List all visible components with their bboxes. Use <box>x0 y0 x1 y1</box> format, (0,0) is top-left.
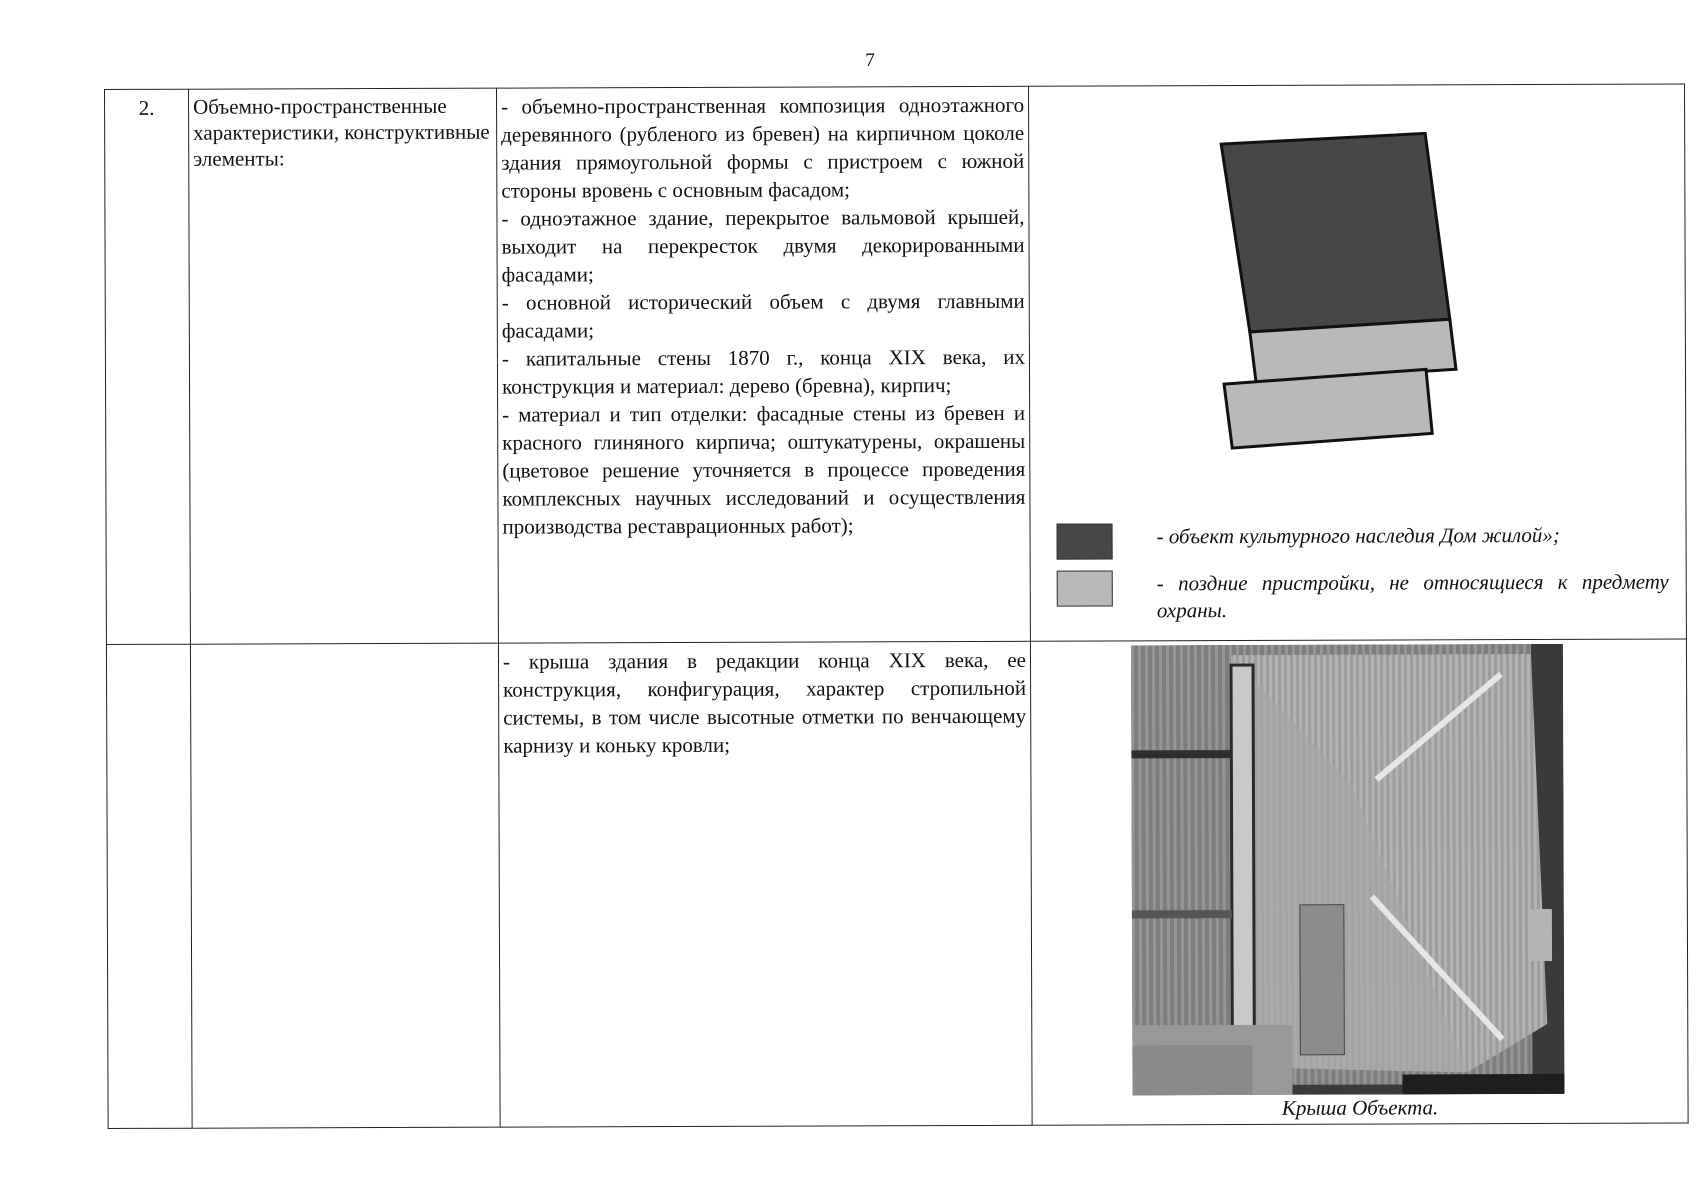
characteristic-description <box>496 86 1030 643</box>
legend-label: - объект культурного наследия Дом жилой»; <box>1156 522 1560 549</box>
roof-photo-frame <box>1131 644 1565 1096</box>
legend-item-heritage <box>1057 522 1669 560</box>
table-row <box>106 639 1688 1129</box>
description-paragraph: - одноэтажное здание, перекрытое вальмовой крышей, выходит на перекресток двумя декорированными фасадами; <box>501 204 1025 287</box>
description-paragraph: - крыша здания в редакции конца XIX века, ее конструкция, конфигурация, характер стропильной системы, в том числе высотные отметки по венчающему карнизу и коньку кровли; <box>502 647 1027 758</box>
roof-aerial-photo <box>1131 644 1565 1096</box>
description-paragraph: - объемно-пространственная композиция одноэтажного деревянного (рубленого из бревен) на кирпичном цоколе здания прямоугольной формы с пристроем с южной стороны вровень с основным фасадом; <box>501 92 1025 203</box>
characteristic-name <box>190 643 500 1128</box>
building-plan-scheme <box>1029 84 1686 506</box>
description-paragraph: - материал и тип отделки: фасадные стены из бревен и красного глиняного кирпича; оштукатурены, окрашены (цветовое решение уточняется в процессе проведения комплексных научных исследований и осуществления производства реставрационных работ); <box>502 400 1026 539</box>
late-extension-block <box>1224 369 1432 448</box>
legend-item-extensions <box>1057 569 1669 625</box>
table-row <box>105 84 1687 645</box>
legend-label: - поздние пристройки, не относящиеся к предмету охраны. <box>1156 569 1669 623</box>
characteristic-name: Объемно-пространственные характеристики, конструктивные элементы: <box>189 88 499 644</box>
page-number: 7 <box>865 50 875 71</box>
photo-cell <box>1030 639 1688 1125</box>
scheme-cell <box>1028 84 1686 641</box>
legend-swatch-dark <box>1057 523 1113 559</box>
description-paragraph: - основной исторический объем с двумя главными фасадами; <box>501 288 1025 343</box>
row-number <box>106 644 192 1128</box>
legend-swatch-light <box>1057 570 1113 606</box>
row-number: 2. <box>105 89 191 644</box>
heritage-object-block <box>1221 133 1450 332</box>
description-paragraph: - капитальные стены 1870 г., конца XIX века, их конструкция и материал: дерево (бревна), кирпич; <box>501 344 1025 399</box>
photo-caption: Крыша Объекта. <box>1281 1095 1439 1120</box>
subject-protection-table <box>104 83 1689 1129</box>
characteristic-description <box>498 641 1032 1127</box>
